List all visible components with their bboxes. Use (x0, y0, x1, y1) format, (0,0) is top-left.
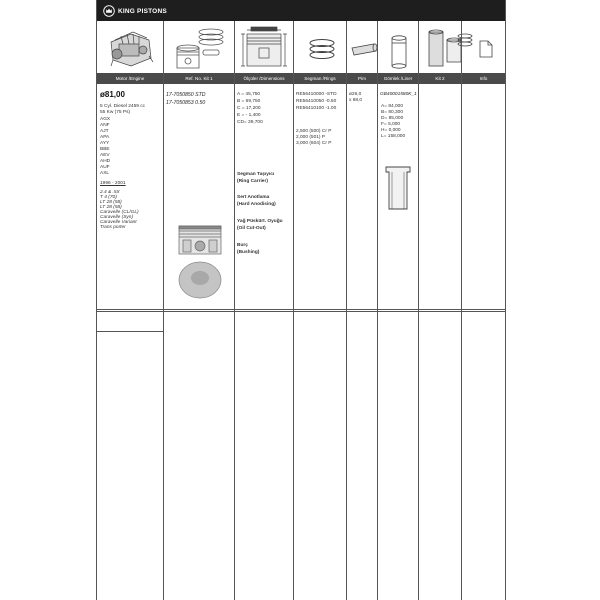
header-liner: Gömlek /Liner (383, 76, 413, 81)
pin-length: x 68,0 (349, 98, 363, 103)
header-pin: Pim (358, 76, 366, 81)
liner-spec: F= 5,000 (381, 122, 401, 127)
liner-kit-icon (425, 26, 475, 70)
dimension-value: B = 69,750 (237, 99, 261, 104)
vehicle-model: 2.4 & .5X (100, 190, 120, 195)
feature-en: (Bushing) (237, 250, 260, 255)
engine-code: AJT (100, 129, 109, 134)
vehicle-model: T 4 (70) (100, 195, 117, 200)
brand-logo (103, 4, 167, 18)
ring-size: 3,000 (604) Cr P (296, 141, 332, 146)
cylinder-liner-icon (389, 34, 409, 70)
engine-icon (101, 26, 159, 70)
engine-code: AEV (100, 153, 110, 158)
engine-code: AGX (100, 117, 111, 122)
liner-spec: B= 80,300 (381, 110, 404, 115)
feature-tr: Yağ Püskürt. Oyuğu (237, 219, 283, 224)
header-dimensions: Ölçüler /Dimensions (243, 76, 285, 81)
liner-code[interactable]: GB40001580K_1 (380, 92, 417, 97)
liner-spec: H= 0,000 (381, 128, 401, 133)
engine-spec: 5 Cyl. Diesel 2459 cc (100, 104, 146, 109)
header-ref: Ref. No. Kit 1 (185, 76, 213, 81)
vehicle-model: Trans porter (100, 225, 126, 230)
brand-name: KING PISTONS (118, 7, 167, 15)
liner-spec: A= 84,000 (381, 104, 404, 109)
piston-dimensions-icon (237, 24, 291, 72)
document-icon (479, 40, 493, 58)
header-info: Info (479, 76, 488, 81)
engine-code: ANF (100, 123, 110, 128)
ring-size: 2,000 (501) P (296, 135, 326, 140)
row-divider (97, 331, 163, 332)
feature-tr: Sert Anotlama (237, 195, 270, 200)
dimension-value: CD= 39,700 (237, 120, 263, 125)
piston-rings-icon (307, 36, 337, 64)
feature-tr: Burç (237, 243, 248, 248)
liner-spec: L= 158,000 (381, 134, 406, 139)
engine-bore: ø81,00 (100, 90, 125, 99)
vehicle-model: Caravelle (CL/GL) (100, 210, 139, 215)
dimension-value: C = 17,200 (237, 106, 261, 111)
feature-en: (Oil Cut-Out) (237, 226, 266, 231)
row-divider (97, 311, 505, 312)
engine-code: AXL (100, 171, 110, 176)
dimension-value: E = - 1,400 (237, 113, 261, 118)
crown-logo-icon (103, 5, 115, 17)
engine-code: BBE (100, 147, 110, 152)
vehicle-model: LT 28 (58) (100, 205, 122, 210)
header-motor: Motor /Engine (115, 76, 145, 81)
piston-kit-icon (171, 24, 229, 72)
pin-diameter: ø26,0 (349, 92, 362, 97)
piston-side-icon (175, 222, 225, 258)
vehicle-model: Caravelle (Syn) (100, 215, 134, 220)
brand-bar (97, 0, 505, 21)
header-kit2: Kit 2 (435, 76, 445, 81)
vehicle-model: LT 28 (58) (100, 200, 122, 205)
engine-code: AUF (100, 165, 110, 170)
piston-pin-icon (349, 42, 379, 62)
ref-number[interactable]: 17-7050850 STD (166, 92, 206, 98)
ref-number[interactable]: 17-7050853 0.50 (166, 100, 206, 106)
dimension-value: A = 45,750 (237, 92, 261, 97)
engine-spec: 55 Kw (75 Ps) (100, 110, 131, 115)
engine-years: 1996 - 2001 (100, 181, 126, 186)
header-rings: Segman /Rings (304, 76, 336, 81)
liner-drawing-icon (383, 164, 413, 212)
liner-spec: D= 85,000 (381, 116, 404, 121)
feature-en: (Ring Carrier) (237, 179, 268, 184)
column-header-row (97, 73, 505, 84)
engine-code: AHD (100, 159, 111, 164)
ring-code[interactable]: RE56410100 -1.00 (296, 106, 337, 111)
feature-en: (Hard Anodising) (237, 202, 276, 207)
row-divider (97, 309, 505, 310)
ring-size: 2,500 (500) Cr P (296, 129, 332, 134)
feature-tr: Segman Taşıyıcı (237, 172, 275, 177)
ring-code[interactable]: RE56410050 -0.50 (296, 99, 337, 104)
vehicle-model: Caravelle Variant (100, 220, 137, 225)
piston-crown-icon (177, 260, 223, 300)
engine-code: APA (100, 135, 110, 140)
catalog-sheet (96, 0, 506, 600)
engine-code: AYY (100, 141, 110, 146)
ring-code[interactable]: RE56410000 -STD (296, 92, 337, 97)
